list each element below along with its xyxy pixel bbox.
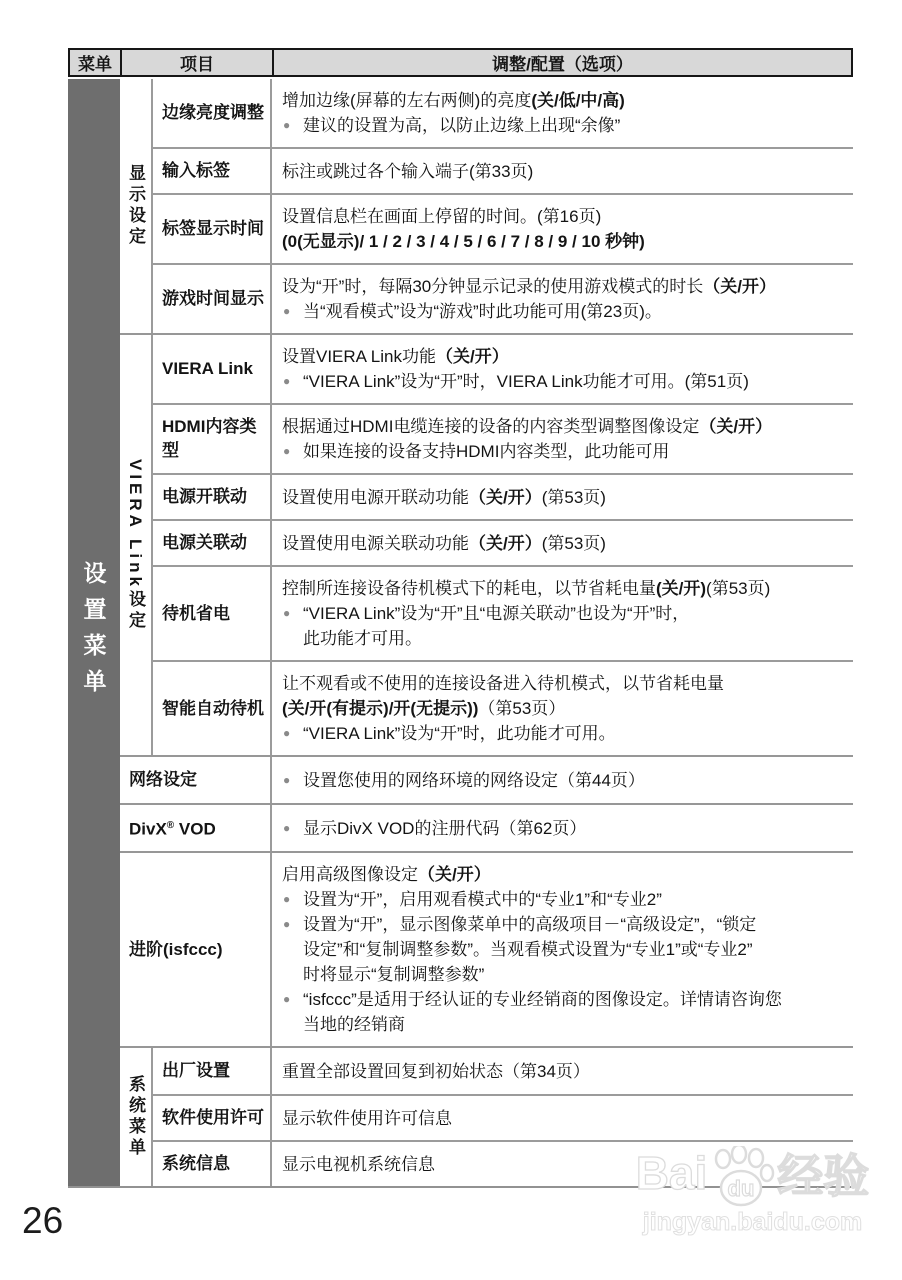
text-segment: (关/低/中/高): [531, 91, 625, 110]
text-segment: （关/开）: [469, 487, 542, 507]
table-body: [68, 79, 853, 1188]
paw-icon: [709, 1146, 775, 1208]
table-row: [153, 660, 853, 755]
item-label: 游戏时间显示: [162, 289, 264, 308]
item-label: 网络设定: [129, 770, 197, 789]
text-segment: 设为“开”时，每隔30分钟显示记录的使用游戏模式的时长: [282, 277, 704, 296]
content-cell: [272, 1048, 853, 1094]
item-label: 系统信息: [162, 1154, 230, 1173]
content-cell: [272, 521, 853, 565]
watermark-brand-left: Bai: [635, 1147, 708, 1199]
item-label: 标签显示时间: [162, 219, 264, 238]
table-row: [153, 403, 853, 473]
text-segment: “VIERA Link”设为“开”时，VIERA Link功能才可用。(第51页): [303, 372, 749, 391]
text-segment: 设置VIERA Link功能: [282, 347, 436, 366]
text-line: [282, 485, 849, 510]
bullet-line: [282, 299, 849, 324]
bullet-line: [282, 912, 849, 937]
watermark-brand: [615, 1140, 890, 1206]
text-line: [282, 531, 849, 556]
text-segment: 设置您使用的网络环境的网络设定（第44页）: [303, 770, 645, 790]
table-row: [153, 79, 853, 147]
text-segment: ®: [166, 820, 175, 832]
item-cell: [153, 405, 272, 473]
content-cell: [272, 265, 853, 333]
header-menu-column: 菜单: [70, 50, 122, 75]
text-segment: 时将显示“复制调整参数”: [303, 965, 485, 984]
text-segment: （关/开）: [418, 865, 491, 884]
text-segment: 让不观看或不使用的连接设备进入待机模式，以节省耗电量: [282, 674, 724, 693]
menu-section: [120, 333, 853, 755]
table-row: [153, 565, 853, 660]
text-segment: (0(无显示)/ 1 / 2 / 3 / 4 / 5 / 6 / 7 / 8 / 9 / 10 秒钟): [282, 232, 645, 251]
content-cell: [272, 195, 853, 263]
header-item-column: 项目: [122, 50, 274, 75]
item-label: 软件使用许可: [162, 1108, 264, 1127]
section-rows: [153, 335, 853, 755]
text-segment: （关/开）: [703, 277, 776, 296]
content-cell: [272, 79, 853, 147]
text-line: [282, 159, 849, 184]
text-line: [282, 204, 849, 229]
section-rows: [120, 805, 853, 851]
section-rows: [120, 757, 853, 803]
text-segment: 启用高级图像设定: [282, 865, 418, 884]
settings-menu-table: [68, 48, 853, 1188]
menu-section: [120, 851, 853, 1046]
table-row: [153, 1048, 853, 1094]
text-segment: （关/开）: [699, 417, 773, 436]
item-cell: [153, 265, 272, 333]
text-segment: 当“观看模式”设为“游戏”时此功能可用(第23页)。: [303, 302, 662, 321]
header-config-column: 调整/配置（选项）: [492, 55, 633, 74]
content-cell: [272, 567, 853, 660]
content-cell: [272, 405, 853, 473]
table-row: [153, 335, 853, 403]
bullet-line: [282, 721, 849, 746]
text-line: [282, 962, 849, 987]
text-segment: (第53页): [541, 533, 606, 553]
text-line: [282, 344, 849, 369]
watermark-brand-cn: 经验: [777, 1150, 870, 1202]
table-row: [120, 853, 853, 1046]
text-line: [282, 414, 849, 439]
content-cell: [272, 805, 853, 851]
content-cell: [272, 662, 853, 755]
text-segment: （关/开）: [436, 347, 509, 366]
bullet-line: [282, 816, 849, 841]
text-segment: （关/开）: [469, 533, 542, 553]
text-line: [282, 862, 849, 887]
table-row: [153, 263, 853, 333]
text-segment: （第53页）: [478, 699, 566, 718]
bullet-line: [282, 369, 849, 394]
text-segment: DivX: [129, 819, 167, 839]
content-cell: [272, 1096, 853, 1140]
item-cell: [153, 335, 272, 403]
content-cell: [272, 757, 853, 803]
item-label: 电源关联动: [162, 533, 247, 552]
text-segment: 如果连接的设备支持HDMI内容类型，此功能可用: [303, 442, 670, 461]
text-segment: “isfccc”是适用于经认证的专业经销商的图像设定。详情请咨询您: [303, 990, 782, 1009]
content-cell: [272, 149, 853, 193]
table-body-sections: [120, 79, 853, 1186]
item-cell: [120, 853, 272, 1046]
text-segment: (第53页): [541, 487, 606, 507]
text-segment: 显示软件使用许可信息: [282, 1108, 452, 1128]
text-line: [282, 1012, 849, 1037]
bullet-line: [282, 113, 849, 138]
watermark-url: jingyan.baidu.com: [642, 1208, 863, 1236]
watermark-brand-inside-paw: du: [727, 1176, 755, 1201]
text-segment: 设置为“开”，显示图像菜单中的高级项目－“高级设定”，“锁定: [303, 915, 757, 934]
text-line: [282, 1059, 849, 1084]
text-line: [282, 937, 849, 962]
item-cell: [153, 475, 272, 519]
text-segment: 设定”和“复制调整参数”。当观看模式设置为“专业1”或“专业2”: [303, 940, 753, 959]
text-segment: (关/开): [656, 579, 707, 598]
menu-column: [68, 79, 120, 1186]
page-number: 26: [22, 1200, 64, 1241]
item-cell: [153, 1142, 272, 1186]
content-cell: [272, 475, 853, 519]
text-segment: (关/开(有提示)/开(无提示)): [282, 699, 479, 718]
text-segment: “VIERA Link”设为“开”且“电源关联动”也设为“开”时，: [303, 604, 690, 623]
item-label: 进阶(isfccc): [129, 939, 223, 959]
item-label: 智能自动待机: [162, 698, 264, 718]
item-label: 边缘亮度调整: [162, 103, 264, 122]
item-cell: [120, 805, 272, 851]
bullet-line: [282, 987, 849, 1012]
section-rows: [153, 79, 853, 333]
content-cell: [272, 335, 853, 403]
bullet-line: [282, 439, 849, 464]
table-row: [153, 193, 853, 263]
baidu-watermark: [615, 1140, 890, 1237]
table-row: [120, 805, 853, 851]
table-row: [153, 1094, 853, 1140]
text-segment: 设置使用电源关联动功能: [282, 533, 469, 553]
text-segment: 显示电视机系统信息: [282, 1154, 435, 1174]
text-line: [282, 88, 849, 113]
table-row: [120, 757, 853, 803]
text-line: [282, 274, 849, 299]
content-cell: [272, 853, 853, 1046]
item-label: 输入标签: [162, 161, 230, 180]
table-header-row: [68, 48, 853, 77]
text-segment: 设置信息栏在画面上停留的时间。(第16页): [282, 207, 602, 226]
menu-section: [120, 803, 853, 851]
text-line: [282, 576, 849, 601]
group-label: VIERA Link设定: [126, 458, 145, 632]
text-segment: 增加边缘(屏幕的左右两侧)的亮度: [282, 91, 532, 110]
bullet-line: [282, 887, 849, 912]
menu-section: [120, 755, 853, 803]
item-label: VIERA Link: [162, 359, 253, 378]
item-label: 待机省电: [162, 603, 230, 623]
bullet-line: [282, 601, 849, 626]
text-segment: VOD: [174, 819, 216, 839]
item-label: [129, 814, 216, 842]
item-cell: [153, 1096, 272, 1140]
item-label: 电源开联动: [162, 487, 247, 506]
group-cell: [120, 79, 153, 333]
text-segment: 当地的经销商: [303, 1015, 405, 1034]
text-line: [282, 696, 849, 721]
text-segment: “VIERA Link”设为“开”时，此功能才可用。: [303, 724, 616, 743]
text-segment: 设置使用电源开联动功能: [282, 487, 469, 507]
table-row: [153, 473, 853, 519]
text-line: [282, 626, 849, 651]
text-segment: 重置全部设置回复到初始状态（第34页）: [282, 1061, 590, 1081]
text-segment: 显示DivX VOD的注册代码（第62页）: [303, 818, 587, 838]
table-row: [153, 147, 853, 193]
text-segment: 建议的设置为高，以防止边缘上出现“余像”: [303, 116, 621, 135]
text-segment: 控制所连接设备待机模式下的耗电，以节省耗电量: [282, 579, 656, 598]
item-cell: [153, 567, 272, 660]
table-row: [153, 519, 853, 565]
item-label: 出厂设置: [162, 1061, 230, 1080]
item-label: HDMI内容类型: [162, 417, 257, 460]
text-segment: 标注或跳过各个输入端子(第33页): [282, 161, 534, 181]
bullet-line: [282, 768, 849, 793]
group-cell: [120, 335, 153, 755]
text-segment: 设置为“开”，启用观看模式中的“专业1”和“专业2”: [303, 890, 662, 909]
text-segment: 根据通过HDMI电缆连接的设备的内容类型调整图像设定: [282, 417, 700, 436]
menu-column-label: 设置菜单: [80, 560, 107, 705]
text-line: [282, 229, 849, 254]
group-label: 显示设定: [126, 164, 145, 248]
menu-section: [120, 79, 853, 333]
item-cell: [153, 195, 272, 263]
group-label: 系统菜单: [126, 1075, 145, 1159]
item-cell: [153, 521, 272, 565]
section-rows: [120, 853, 853, 1046]
item-cell: [120, 757, 272, 803]
item-cell: [153, 149, 272, 193]
text-line: [282, 1106, 849, 1131]
item-cell: [153, 79, 272, 147]
text-line: [282, 671, 849, 696]
text-segment: 此功能才可用。: [303, 629, 422, 648]
item-cell: [153, 662, 272, 755]
item-cell: [153, 1048, 272, 1094]
group-cell: [120, 1048, 153, 1186]
text-segment: (第53页): [706, 579, 771, 598]
